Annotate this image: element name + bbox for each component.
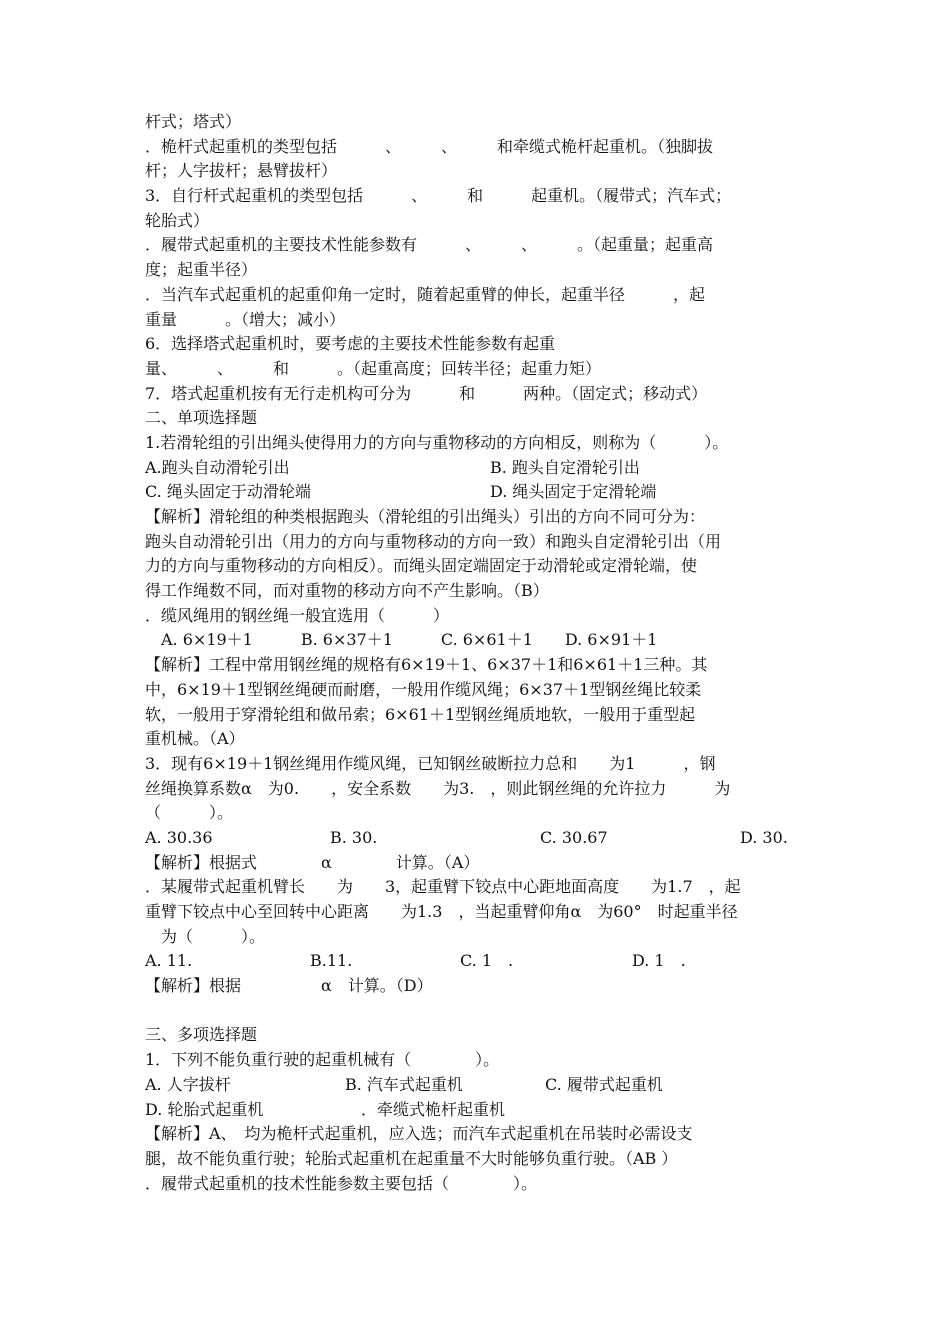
option-row [145,826,810,851]
question-text: 1.若滑轮组的引出绳头使得用力的方向与重物移动的方向相反，则称为（ ）。 [145,432,729,452]
option: A. 30.36 [145,827,213,847]
question-text: 重臂下铰点中心至回转中心距离 为1.3 ，当起重臂仰角α 为60° 时起重半径 [145,902,738,921]
option: A. 11. [145,951,193,971]
question-text: 为（ ）。 [145,926,266,946]
option-row [145,949,810,974]
text-line: 杆；人字拔杆；悬臂拔杆） [145,161,338,181]
option: B. 跑头自定滑轮引出 [490,457,640,477]
option: D. 1 . [632,951,686,971]
option-row [145,1098,810,1123]
question-text: ．缆风绳用的钢丝绳一般宜选用（ ） [145,605,450,625]
blank-line [145,999,810,1024]
text-line: ．桅杆式起重机的类型包括 、 、 和牵缆式桅杆起重机。（独脚拔 [145,136,714,156]
question-text: 丝绳换算系数α 为0. ，安全系数 为3. ，则此钢丝绳的允许拉力 为 [145,778,731,798]
question-text: （ ）。 [145,803,234,823]
option: A. 人字拔杆 [145,1074,231,1094]
option: D. 30. [740,827,788,847]
analysis-text: 【解析】根据 α 计算。（D） [145,976,433,996]
analysis-text: 得工作绳数不同，而对重物的移动方向不产生影响。（B） [145,581,549,601]
document-page [145,110,810,1196]
option: D. 绳头固定于定滑轮端 [490,482,657,502]
text-line: 3．自行杆式起重机的类型包括 、 和 起重机。（履带式；汽车式； [145,186,732,206]
analysis-text: 重机械。（A） [145,729,245,749]
option-row [145,1073,810,1098]
option: B. 汽车式起重机 [345,1074,463,1094]
option-row [145,480,810,505]
option: A.跑头自动滑轮引出 [145,457,290,477]
text-line: 6．选择塔式起重机时，要考虑的主要技术性能参数有起重 [145,334,556,354]
analysis-text: 腿，故不能负重行驶；轮胎式起重机在起重量不大时能够负重行驶。（AB ） [145,1148,678,1168]
option: B.11. [310,951,353,971]
option: C. 1 . [460,951,514,971]
analysis-text: 【解析】滑轮组的种类根据跑头（滑轮组的引出绳头）引出的方向不同可分为： [145,507,706,526]
text-line: 轮胎式） [145,210,210,230]
option: C. 30.67 [540,827,608,847]
question-text: 3．现有6×19＋1钢丝绳用作缆风绳，已知钢丝破断拉力总和 为1 ，钢 [145,753,716,773]
text-line: 7．塔式起重机按有无行走机构可分为 和 两种。（固定式；移动式） [145,383,708,403]
analysis-text: 中，6×19＋1型钢丝绳硬而耐磨，一般用作缆风绳；6×37＋1型钢丝绳比较柔 [145,679,702,699]
text-line: ．履带式起重机的主要技术性能参数有 、 、 。（起重量；起重高 [145,235,714,255]
option: D. 轮胎式起重机 [145,1099,264,1119]
analysis-text: 【解析】根据式 α 计算。（A） [145,852,480,872]
option: C. 绳头固定于动滑轮端 [145,482,311,502]
text-line: ．当汽车式起重机的起重仰角一定时，随着起重臂的伸长，起重半径 ，起 [145,284,706,304]
option-row: A. 6×19＋1 B. 6×37＋1 C. 6×61＋1 D. 6×91＋1 [145,630,658,650]
section-heading: 二、单项选择题 [145,408,258,428]
analysis-text: 跑头自动滑轮引出（用力的方向与重物移动的方向一致）和跑头自定滑轮引出（用 [145,531,722,551]
option-row [145,456,810,481]
text-line: 度；起重半径） [145,260,258,280]
analysis-text: 力的方向与重物移动的方向相反）。而绳头固定端固定于动滑轮或定滑轮端，使 [145,556,698,576]
question-text: ．履带式起重机的技术性能参数主要包括（ ）。 [145,1173,538,1193]
section-heading: 三、多项选择题 [145,1025,258,1045]
analysis-text: 【解析】工程中常用钢丝绳的规格有6×19＋1、6×37＋1和6×61＋1三种。其 [145,655,708,675]
option: C. 履带式起重机 [545,1074,663,1094]
analysis-text: 软，一般用于穿滑轮组和做吊索；6×61＋1型钢丝绳质地软，一般用于重型起 [145,704,696,724]
text-line: 量、 、 和 。（起重高度；回转半径；起重力矩） [145,358,602,378]
analysis-text: 【解析】A、 均为桅杆式起重机，应入选；而汽车式起重机在吊装时必需设支 [145,1124,693,1144]
text-line: 杆式；塔式） [145,112,242,131]
question-text: ．某履带式起重机臂长 为 3，起重臂下铰点中心距地面高度 为1.7 ，起 [145,877,741,897]
option: ．牵缆式桅杆起重机 [345,1099,506,1119]
option: B. 30. [330,827,378,847]
question-text: 1．下列不能负重行驶的起重机械有（ ）。 [145,1050,500,1070]
text-line: 重量 。（增大；减小） [145,309,346,329]
